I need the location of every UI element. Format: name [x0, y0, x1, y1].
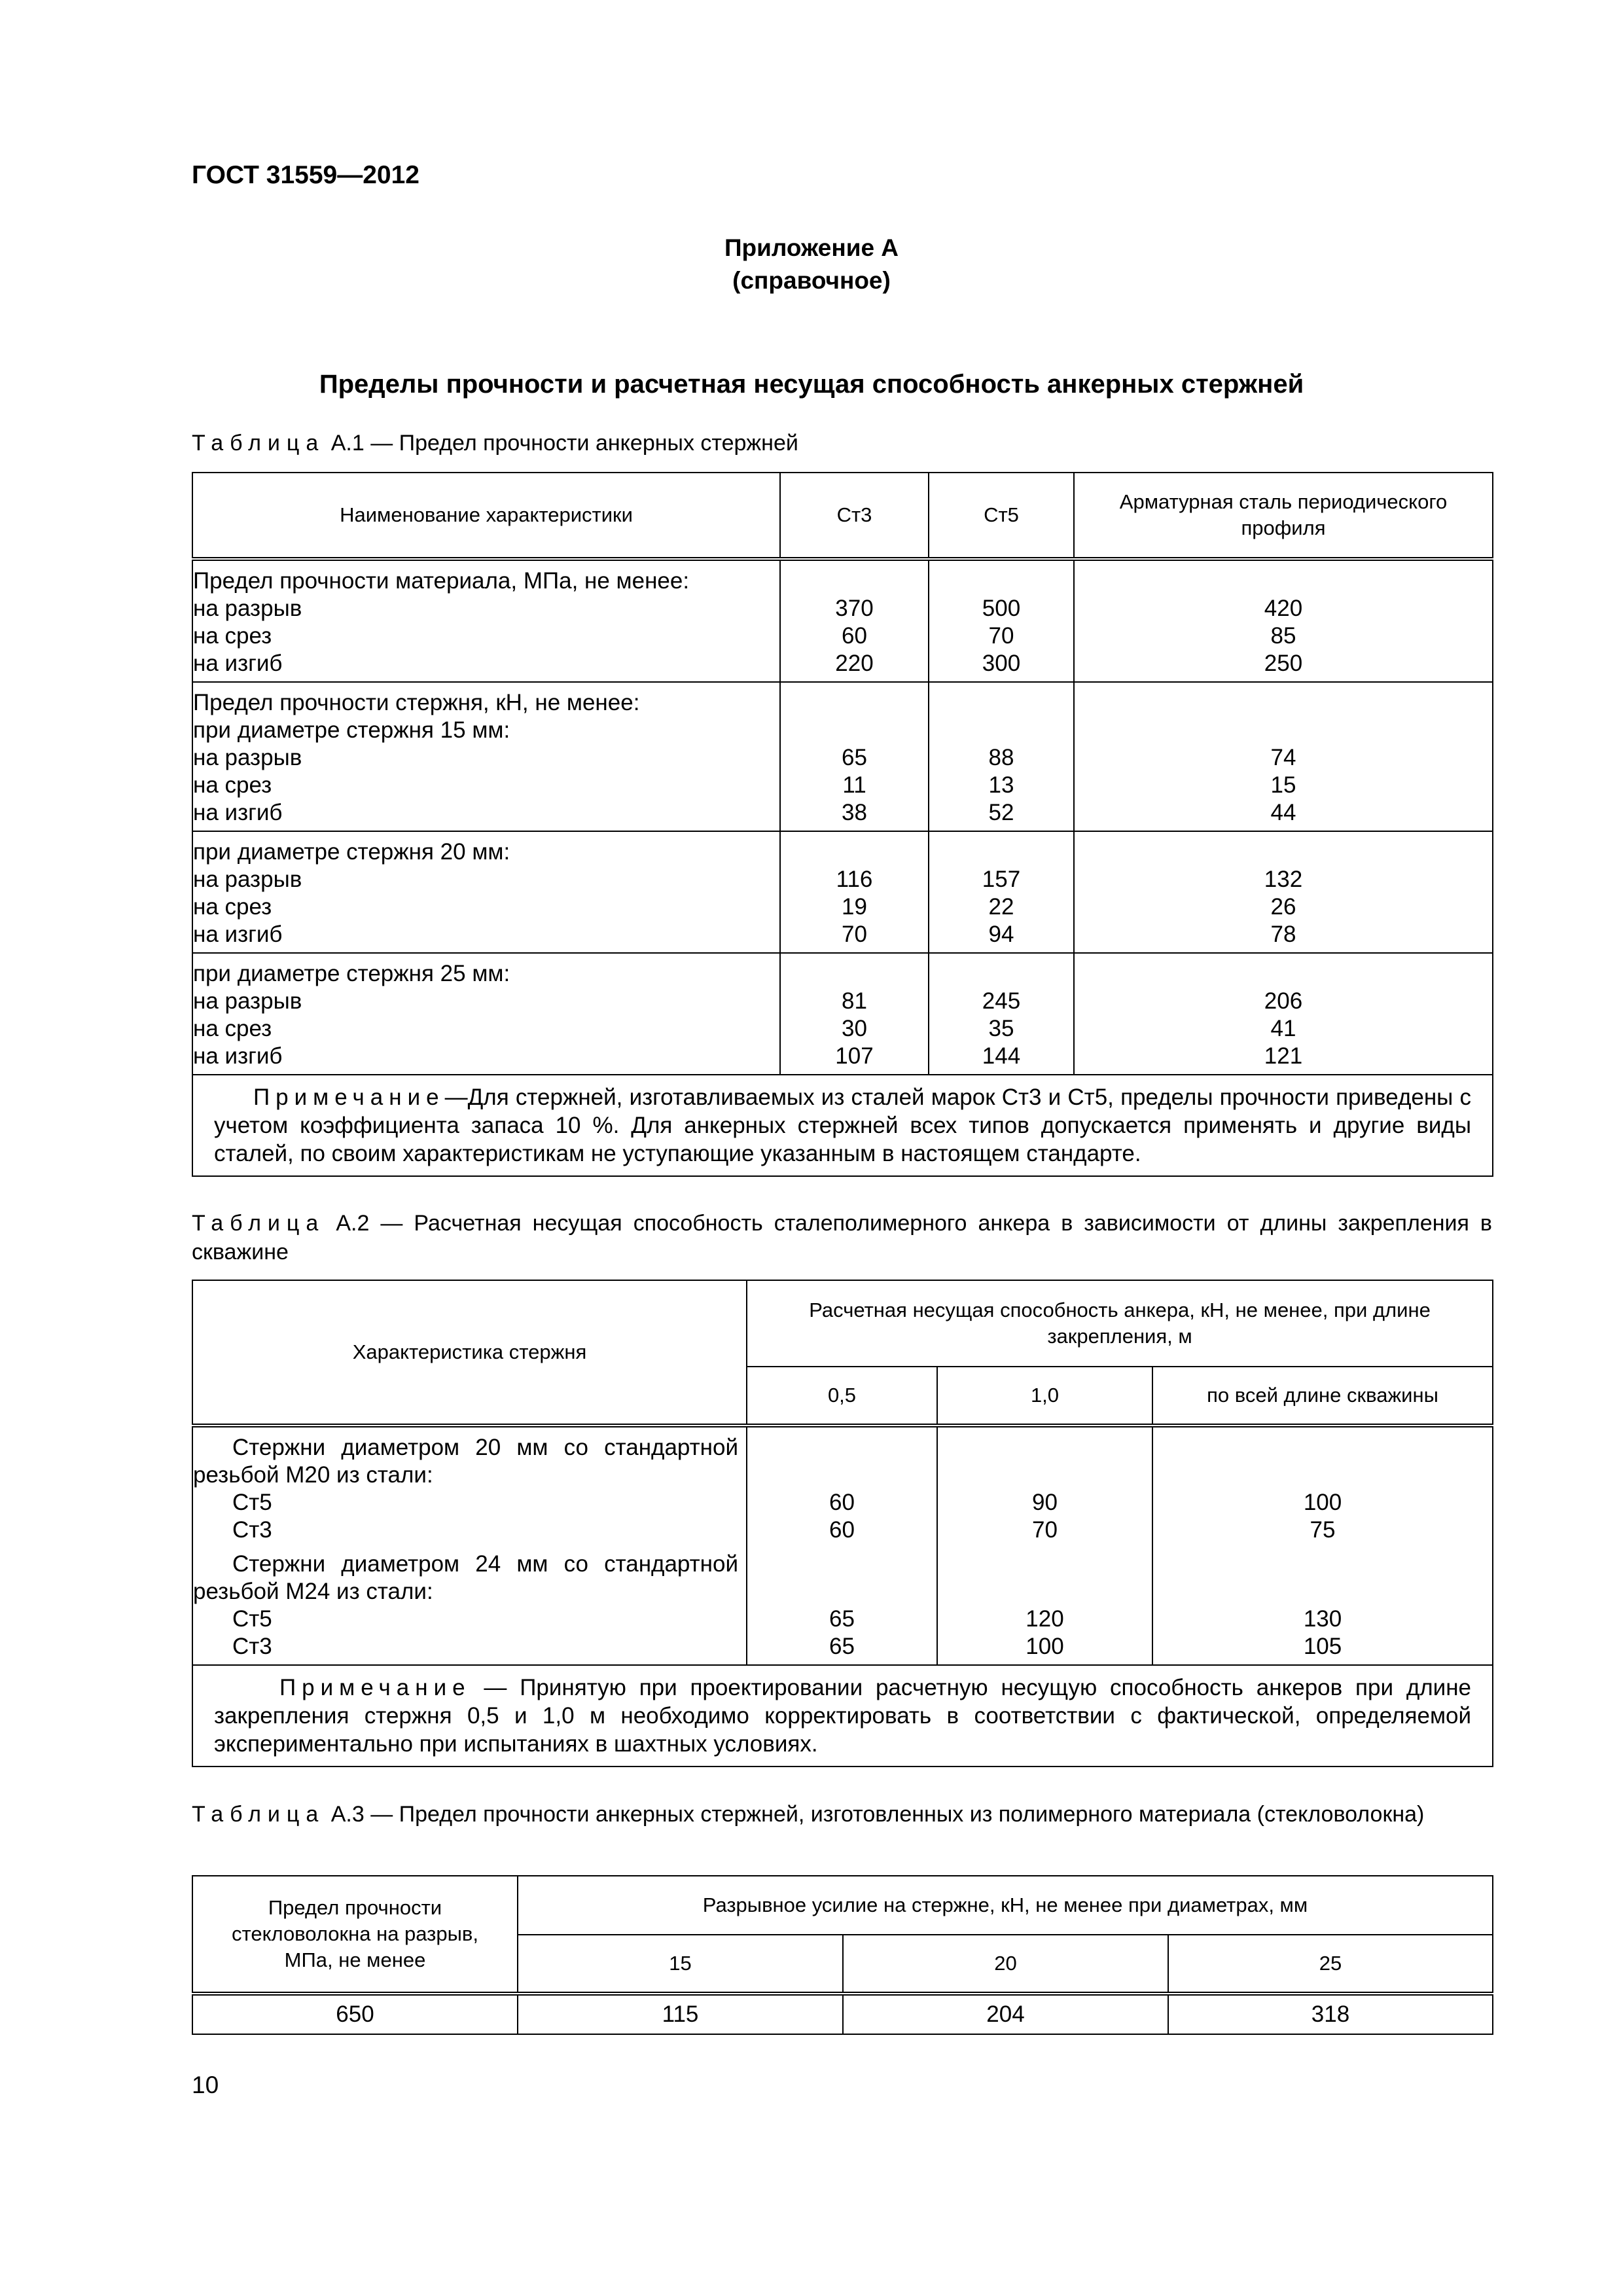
capacity-value: 120	[1026, 1606, 1064, 1632]
characteristic-line: Ст3	[232, 1517, 272, 1543]
characteristic-cell-line: на разрыв	[193, 867, 302, 892]
characteristic-line: Ст5	[232, 1490, 272, 1515]
rebar-cell	[1074, 559, 1493, 682]
appendix-subtitle: (справочное)	[732, 267, 891, 294]
table-1-header-st5: Ст5	[929, 473, 1074, 559]
st3-cell-line: 65	[842, 745, 867, 770]
characteristic-cell-line: при диаметре стержня 15 мм:	[193, 717, 510, 743]
st5-cell	[929, 682, 1074, 831]
capacity-value: 105	[1303, 1634, 1342, 1659]
table-1-note	[192, 1075, 1493, 1176]
st3-cell-line	[781, 567, 928, 595]
characteristic-cell-line: на срез	[193, 623, 272, 649]
st5-cell-line	[929, 567, 1073, 595]
capacity-value	[1153, 1434, 1492, 1489]
characteristic-cell	[192, 559, 780, 682]
capacity-cell	[937, 1426, 1152, 1665]
characteristic-line: Стержни диаметром 20 мм со стандартной резьбой М20 из стали:	[193, 1435, 738, 1488]
caption-prefix: Таблица	[192, 1211, 325, 1236]
rebar-cell-line: 41	[1270, 1016, 1296, 1041]
capacity-value: 100	[1026, 1634, 1064, 1659]
table-2-caption	[192, 1209, 1492, 1266]
page-number: 10	[192, 2072, 219, 2098]
characteristic-cell-line: Предел прочности материала, МПа, не менее:	[193, 568, 690, 594]
table-3-cell: 204	[843, 1994, 1168, 2034]
st3-cell-line: 70	[842, 922, 867, 947]
rebar-cell-line	[1075, 960, 1492, 988]
table-3-subheader-25: 25	[1168, 1935, 1493, 1994]
st5-cell	[929, 831, 1074, 953]
capacity-value: 60	[829, 1517, 855, 1543]
st5-cell-line: 94	[988, 922, 1014, 947]
capacity-value	[747, 1434, 936, 1489]
note-text: — Принятую при проектировании расчетную несущую способность анкеров при длине закрепления стержня 0,5 и 1,0 м необходимо корректировать в соответствии с фактической, определяемой экспериментально при испытаниях в шахтных условиях.	[214, 1675, 1472, 1757]
st3-cell	[780, 953, 929, 1075]
capacity-value	[747, 1551, 936, 1605]
st3-cell-line: 370	[835, 596, 874, 621]
table-row	[192, 682, 1493, 831]
capacity-value: 70	[1032, 1517, 1058, 1543]
st5-cell-line	[929, 838, 1073, 866]
characteristic-cell-line: на срез	[193, 772, 272, 798]
table-row	[192, 559, 1493, 682]
characteristic-cell-line: при диаметре стержня 20 мм:	[193, 839, 510, 865]
table-2-subheader-05: 0,5	[747, 1367, 937, 1426]
table-3-subheader-15: 15	[518, 1935, 843, 1994]
table-2-header-characteristic: Характеристика стержня	[192, 1280, 747, 1426]
table-1-header-rebar: Арматурная сталь периодического профиля	[1074, 473, 1493, 559]
st5-cell-line: 500	[982, 596, 1021, 621]
characteristic-cell	[192, 682, 780, 831]
caption-text: А.3 — Предел прочности анкерных стержней, изготовленных из полимерного материала (стекловолокна)	[325, 1802, 1425, 1827]
st5-cell	[929, 953, 1074, 1075]
note-prefix: Примечание	[253, 1085, 445, 1110]
caption-text: А.2 — Расчетная несущая способность сталеполимерного анкера в зависимости от длины закрепления в скважине	[192, 1211, 1492, 1265]
rebar-cell-line	[1075, 838, 1492, 866]
capacity-cell	[1152, 1426, 1493, 1665]
rebar-cell-line: 121	[1264, 1043, 1303, 1069]
rebar-cell	[1074, 953, 1493, 1075]
table-2-note	[192, 1665, 1493, 1767]
st5-cell-line: 70	[988, 623, 1014, 649]
capacity-value: 130	[1303, 1606, 1342, 1632]
st5-cell-line	[929, 689, 1073, 717]
table-row	[192, 1994, 1493, 2034]
st3-cell-line	[781, 717, 928, 744]
st5-cell-line: 13	[988, 772, 1014, 798]
table-2-subheader-full: по всей длине скважины	[1152, 1367, 1493, 1426]
characteristic-cell-line: на изгиб	[193, 1043, 283, 1069]
rebar-cell-line: 206	[1264, 988, 1303, 1014]
capacity-value: 75	[1310, 1517, 1336, 1543]
capacity-value	[1153, 1551, 1492, 1605]
characteristic-line: Ст3	[232, 1634, 272, 1659]
characteristic-line: Стержни диаметром 24 мм со стандартной резьбой М24 из стали:	[193, 1551, 738, 1604]
rebar-cell-line	[1075, 717, 1492, 744]
table-3-cell: 115	[518, 1994, 843, 2034]
table-1-header-name: Наименование характеристики	[192, 473, 780, 559]
st3-cell	[780, 682, 929, 831]
st5-cell-line: 245	[982, 988, 1021, 1014]
table-2-header-capacity: Расчетная несущая способность анкера, кН, не менее, при длине закрепления, м	[747, 1280, 1493, 1367]
rebar-cell-line: 26	[1270, 894, 1296, 920]
st5-cell-line	[929, 960, 1073, 988]
caption-prefix: Таблица	[192, 1802, 325, 1827]
st3-cell-line: 81	[842, 988, 867, 1014]
st3-cell-line: 116	[836, 867, 873, 892]
document-code: ГОСТ 31559—2012	[192, 161, 419, 189]
rebar-cell	[1074, 831, 1493, 953]
st5-cell-line: 144	[982, 1043, 1021, 1069]
st3-cell-line: 107	[835, 1043, 874, 1069]
rebar-cell-line: 44	[1270, 800, 1296, 825]
characteristic-cell-line: на изгиб	[193, 800, 283, 825]
st3-cell-line	[781, 960, 928, 988]
st5-cell-line: 52	[988, 800, 1014, 825]
characteristic-cell-line: на срез	[193, 894, 272, 920]
characteristic-cell-line: на изгиб	[193, 651, 283, 676]
st5-cell-line: 88	[988, 745, 1014, 770]
table-3	[192, 1875, 1493, 2035]
rebar-cell	[1074, 682, 1493, 831]
rebar-cell-line: 132	[1264, 867, 1303, 892]
table-row	[192, 1426, 1493, 1665]
st5-cell	[929, 559, 1074, 682]
st5-cell-line: 157	[982, 867, 1021, 892]
table-1-caption	[192, 429, 798, 457]
st3-cell	[780, 831, 929, 953]
characteristic-cell	[192, 953, 780, 1075]
st3-cell-line: 38	[842, 800, 867, 825]
caption-text: А.1 — Предел прочности анкерных стержней	[325, 431, 798, 456]
appendix-heading	[0, 232, 1623, 297]
appendix-title: Приложение А	[724, 234, 899, 261]
capacity-value: 65	[829, 1634, 855, 1659]
rebar-cell-line: 78	[1270, 922, 1296, 947]
rebar-cell-line	[1075, 689, 1492, 717]
characteristic-cell-line: Предел прочности стержня, кН, не менее:	[193, 690, 640, 715]
st3-cell-line: 220	[835, 651, 874, 676]
st5-cell-line	[929, 717, 1073, 744]
characteristic-cell-line: на срез	[193, 1016, 272, 1041]
capacity-value	[938, 1551, 1152, 1605]
rebar-cell-line: 420	[1264, 596, 1303, 621]
rebar-cell-line: 250	[1264, 651, 1303, 676]
st5-cell-line: 35	[988, 1016, 1014, 1041]
characteristic-cell	[192, 1426, 747, 1665]
capacity-value: 60	[829, 1490, 855, 1515]
capacity-value: 65	[829, 1606, 855, 1632]
st3-cell	[780, 559, 929, 682]
st3-cell-line: 60	[842, 623, 867, 649]
st5-cell-line: 300	[982, 651, 1021, 676]
characteristic-cell-line: на разрыв	[193, 596, 302, 621]
st3-cell-line: 19	[842, 894, 867, 920]
characteristic-line: Ст5	[232, 1606, 272, 1632]
characteristic-cell-line: на разрыв	[193, 745, 302, 770]
section-title: Пределы прочности и расчетная несущая способность анкерных стержней	[319, 370, 1304, 399]
note-prefix: Примечание	[279, 1675, 471, 1700]
table-3-caption	[192, 1800, 1492, 1829]
table-row	[192, 953, 1493, 1075]
characteristic-cell	[192, 831, 780, 953]
table-2	[192, 1280, 1493, 1767]
characteristic-cell-line: на разрыв	[193, 988, 302, 1014]
table-1	[192, 472, 1493, 1177]
capacity-value: 100	[1303, 1490, 1342, 1515]
note-text: —Для стержней, изготавливаемых из сталей марок Ст3 и Ст5, пределы прочности приведены с учетом коэффициента запаса 10 %. Для анкерных стержней всех типов допускается применять и другие виды сталей, по своим характеристикам не уступающие указанным в настоящем стандарте.	[214, 1085, 1471, 1166]
caption-prefix: Таблица	[192, 431, 325, 456]
rebar-cell-line: 74	[1270, 745, 1296, 770]
table-row	[192, 831, 1493, 953]
rebar-cell-line: 85	[1270, 623, 1296, 649]
rebar-cell-line	[1075, 567, 1492, 595]
characteristic-cell-line: на изгиб	[193, 922, 283, 947]
table-3-cell: 650	[192, 1994, 518, 2034]
table-1-header-st3: Ст3	[780, 473, 929, 559]
st5-cell-line: 22	[988, 894, 1014, 920]
table-2-subheader-10: 1,0	[937, 1367, 1152, 1426]
st3-cell-line	[781, 689, 928, 717]
st3-cell-line: 30	[842, 1016, 867, 1041]
table-3-subheader-20: 20	[843, 1935, 1168, 1994]
rebar-cell-line: 15	[1270, 772, 1296, 798]
capacity-cell	[747, 1426, 937, 1665]
st3-cell-line: 11	[842, 772, 866, 798]
table-3-cell: 318	[1168, 1994, 1493, 2034]
table-3-header-force: Разрывное усилие на стержне, кН, не менее при диаметрах, мм	[518, 1876, 1493, 1935]
st3-cell-line	[781, 838, 928, 866]
characteristic-cell-line: при диаметре стержня 25 мм:	[193, 961, 510, 986]
capacity-value	[938, 1434, 1152, 1489]
capacity-value: 90	[1032, 1490, 1058, 1515]
table-3-header-strength: Предел прочности стекловолокна на разрыв, МПа, не менее	[192, 1876, 518, 1994]
